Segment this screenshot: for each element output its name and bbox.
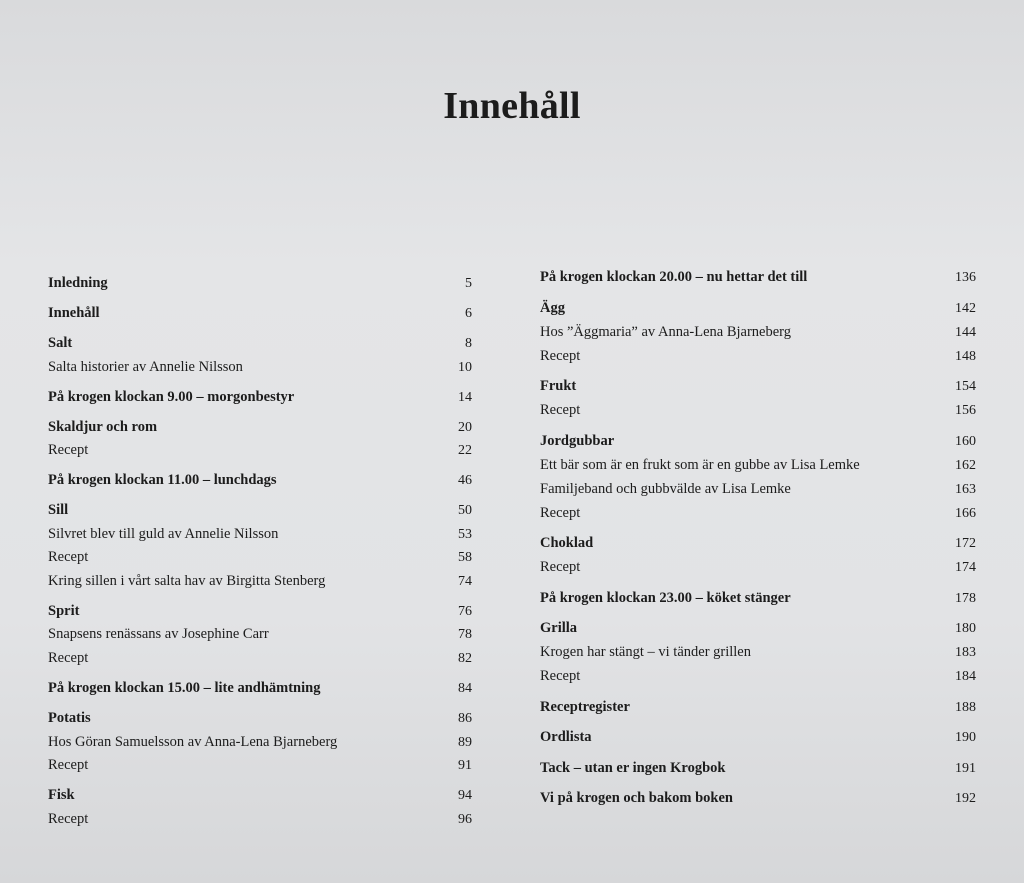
toc-chapter-entry [48,416,472,440]
entry-title: Recept [48,549,89,566]
toc-chapter-entry [540,616,976,640]
entry-title: Frukt [540,378,577,394]
page-number: 180 [955,621,976,636]
entry-title: Recept [48,442,89,459]
page-number: 142 [955,300,976,316]
page-number: 172 [955,536,976,551]
entry-title: Kring sillen i vårt salta hav av Birgitta Stenberg [48,572,326,589]
toc-subentry [540,320,976,344]
entry-title: Inledning [48,275,108,291]
toc-subentry [48,754,472,778]
page-number: 184 [955,669,976,684]
page-number: 5 [465,276,472,291]
page-number: 190 [955,730,976,745]
entry-title: Ett bär som är en frukt som är en gubbe av Lisa Lemke [540,456,860,473]
entry-title: Innehåll [48,304,100,321]
entry-title: Potatis [48,710,91,727]
toc-chapter-entry [48,600,472,624]
page-number: 96 [458,811,472,827]
entry-title: Recept [540,347,581,364]
toc-subentry [48,647,472,671]
entry-title: Hos ”Äggmaria” av Anna-Lena Bjarneberg [540,323,791,340]
toc-subentry [48,523,472,547]
page-number: 178 [955,590,976,606]
page-number: 8 [465,335,472,351]
toc-chapter-entry [540,586,976,610]
entry-title: Salta historier av Annelie Nilsson [48,358,243,375]
toc-chapter-entry [48,386,472,410]
toc-subentry [540,477,976,501]
toc-chapter-entry [540,374,976,398]
toc-chapter-entry [48,677,472,701]
toc-subentry [48,731,472,755]
page-number: 6 [465,305,472,321]
page-number: 94 [458,788,472,804]
entry-title: Recept [540,559,581,575]
page-number: 156 [955,403,976,418]
toc-subentry [540,398,976,422]
entry-title: Recept [540,504,581,521]
page-number: 91 [458,758,472,774]
page-number: 78 [458,627,472,643]
entry-title: Krogen har stängt – vi tänder grillen [540,644,751,660]
page-number: 154 [955,379,976,394]
toc-chapter-entry [540,695,976,719]
entry-title: Choklad [540,535,594,551]
page-number: 82 [458,651,472,667]
page-number: 14 [458,389,472,405]
toc-chapter-entry [540,531,976,555]
toc-subentry [48,570,472,594]
entry-title: På krogen klockan 9.00 – morgonbestyr [48,388,295,405]
entry-title: Sill [48,502,69,519]
page-number: 53 [458,526,472,542]
page-number: 188 [955,699,976,715]
page-number: 136 [955,270,976,285]
entry-title: Vi på krogen och bakom boken [540,790,733,806]
entry-title: Ägg [540,299,565,316]
page-number: 46 [458,473,472,489]
entry-title: På krogen klockan 11.00 – lunchdags [48,472,277,489]
toc-subentry [48,439,472,463]
toc-subentry [540,640,976,664]
toc-chapter-entry [540,725,976,749]
toc-chapter-entry [540,296,976,320]
entry-title: Recept [540,402,581,418]
toc-subentry [48,808,472,832]
toc-subentry [540,501,976,525]
toc-chapter-entry [540,265,976,289]
page-number: 174 [955,560,976,575]
entry-title: Recept [48,650,89,667]
entry-title: Recept [48,810,89,827]
toc-subentry [540,555,976,579]
toc-subentry [48,546,472,570]
entry-title: Fisk [48,787,75,804]
page-number: 166 [955,505,976,521]
toc-chapter-entry [48,302,472,326]
toc-subentry [48,623,472,647]
entry-title: Jordgubbar [540,432,615,449]
toc-chapter-entry [540,429,976,453]
toc-chapter-entry [48,707,472,731]
page-number: 148 [955,348,976,364]
toc-right-column [540,265,976,810]
entry-title: Recept [48,757,89,774]
page-number: 84 [458,681,472,697]
entry-title: Familjeband och gubbvälde av Lisa Lemke [540,480,791,497]
page-number: 76 [458,603,472,619]
toc-chapter-entry [48,469,472,493]
entry-title: Tack – utan er ingen Krogbok [540,759,726,776]
entry-title: På krogen klockan 23.00 – köket stänger [540,589,791,606]
page-number: 50 [458,503,472,519]
toc-left-column [48,272,472,831]
page-number: 192 [955,791,976,806]
entry-title: På krogen klockan 15.00 – lite andhämtning [48,680,321,697]
entry-title: Recept [540,668,581,684]
page-number: 144 [955,324,976,340]
page-number: 163 [955,481,976,497]
entry-title: Skaldjur och rom [48,418,158,435]
entry-title: Ordlista [540,729,592,745]
page-number: 162 [955,457,976,473]
entry-title: Silvret blev till guld av Annelie Nilsson [48,525,279,542]
page-number: 86 [458,711,472,727]
toc-chapter-entry [48,332,472,356]
toc-chapter-entry [48,499,472,523]
toc-subentry [540,664,976,688]
toc-chapter-entry [540,786,976,810]
entry-title: Receptregister [540,698,630,715]
page-number: 22 [458,443,472,459]
entry-title: Hos Göran Samuelsson av Anna-Lena Bjarneberg [48,733,338,750]
page-number: 58 [458,550,472,566]
toc-chapter-entry [540,756,976,780]
entry-title: Sprit [48,602,80,619]
page-number: 191 [955,760,976,776]
page-title: Innehåll [443,85,581,127]
toc-chapter-entry [48,784,472,808]
toc-subentry [540,453,976,477]
entry-title: På krogen klockan 20.00 – nu hettar det till [540,269,808,285]
toc-subentry [540,344,976,368]
page-number: 74 [458,573,472,589]
page-number: 89 [458,734,472,750]
toc-chapter-entry [48,272,472,296]
entry-title: Snapsens renässans av Josephine Carr [48,626,269,643]
page-number: 20 [458,419,472,435]
entry-title: Grilla [540,620,578,636]
page-number: 183 [955,645,976,660]
entry-title: Salt [48,334,73,351]
page-number: 160 [955,433,976,449]
toc-subentry [48,356,472,380]
page-number: 10 [458,359,472,375]
